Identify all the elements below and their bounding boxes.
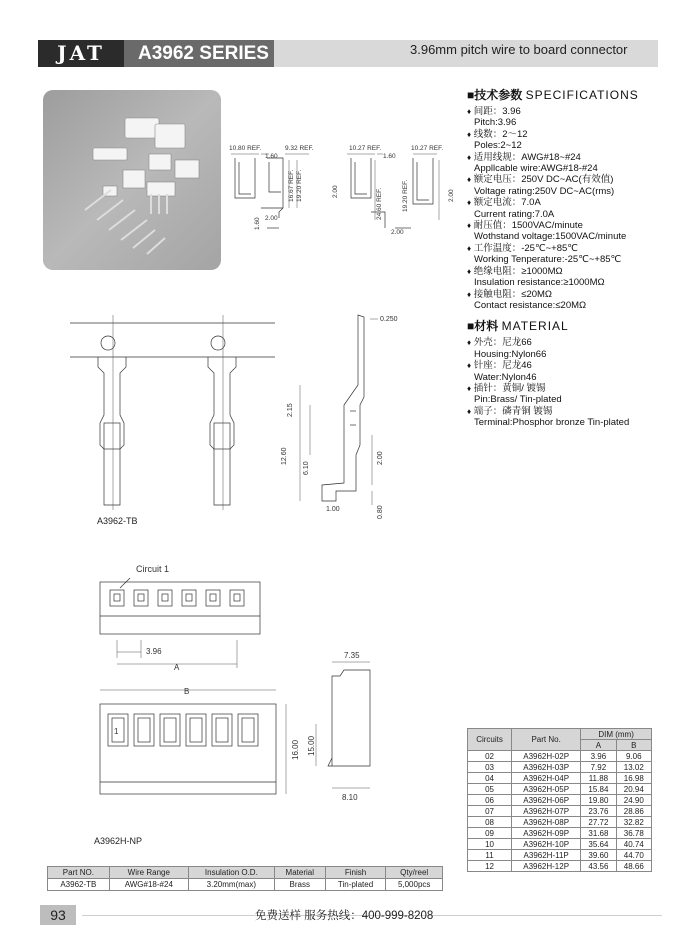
- cell-circuits: 03: [468, 762, 512, 773]
- spec-en: Wothstand voltage:1500VAC/minute: [474, 231, 627, 243]
- spec-cn: 耐压值：1500VAC/minute: [473, 220, 583, 232]
- spec-en: Pitch:3.96: [474, 117, 517, 129]
- material-cn: 外壳：尼龙66: [473, 337, 532, 349]
- dim-735: 7.35: [344, 651, 360, 660]
- spec-en: Voltage rating:250V DC~AC(rms): [474, 185, 615, 197]
- cell-dim-b: 40.74: [616, 839, 651, 850]
- dim-1667: 16.67 REF.: [288, 169, 295, 202]
- dim-080: 0.80: [377, 505, 384, 519]
- spec-en: Poles:2~12: [474, 140, 522, 152]
- dim-200-tb: 2.00: [377, 451, 384, 465]
- dim-a: A: [174, 663, 180, 672]
- cell-dim-b: 16.98: [616, 773, 651, 784]
- cell-part-no: A3962H-11P: [512, 850, 581, 861]
- material-en: Water:Nylon46: [474, 371, 537, 383]
- dim-ref4: 10.27 REF.: [411, 145, 444, 152]
- cell-dim-a: 3.96: [581, 751, 616, 762]
- spec-cn: 接触电阻：≤20MΩ: [473, 288, 553, 300]
- housing-drawing: [90, 560, 420, 820]
- cell-dim-b: 13.02: [616, 762, 651, 773]
- dim-810: 8.10: [342, 793, 358, 802]
- spec-title-cn: 技术参数: [474, 88, 523, 102]
- spec-cn: 工作温度：-25℃~+85℃: [473, 242, 578, 254]
- cell-circuits: 09: [468, 828, 512, 839]
- table-row: [468, 773, 652, 784]
- cell-part-no: A3962H-05P: [512, 784, 581, 795]
- product-photo: [43, 90, 221, 270]
- spec-en: Working Tenperature:-25℃~+85℃: [474, 254, 622, 266]
- spec-en: Current rating:7.0A: [474, 208, 555, 220]
- cell-dim-b: 28.86: [616, 806, 651, 817]
- table-row: [468, 839, 652, 850]
- cell-dim-a: 43.56: [581, 861, 616, 872]
- cell-dim-b: 32.82: [616, 817, 651, 828]
- circuit-one-mark: 1: [114, 727, 119, 736]
- dim-2460: 24.60 REF.: [376, 187, 383, 220]
- dim-200c: 2.00: [448, 189, 455, 202]
- dim-1600: 16.00: [291, 739, 300, 760]
- cell-circuits: 08: [468, 817, 512, 828]
- dim-610: 6.10: [303, 461, 310, 475]
- cell-part-no: A3962H-09P: [512, 828, 581, 839]
- dim-200d: 2.00: [391, 229, 404, 236]
- table-row: [468, 795, 652, 806]
- cell-circuits: 02: [468, 751, 512, 762]
- housing-drawing-label: A3962H-NP: [94, 836, 143, 846]
- part-cell: 3.20mm(max): [188, 879, 274, 891]
- part-col-header: Wire Range: [109, 867, 188, 879]
- cell-part-no: A3962H-06P: [512, 795, 581, 806]
- cell-part-no: A3962H-03P: [512, 762, 581, 773]
- cell-circuits: 07: [468, 806, 512, 817]
- dim-ref2: 9.32 REF.: [285, 145, 314, 152]
- cell-dim-a: 35.64: [581, 839, 616, 850]
- series-title: A3962 SERIES: [124, 40, 274, 67]
- cell-circuits: 06: [468, 795, 512, 806]
- cell-dim-a: 23.76: [581, 806, 616, 817]
- cell-dim-a: 27.72: [581, 817, 616, 828]
- material-en: Housing:Nylon66: [474, 348, 547, 360]
- part-table: [47, 866, 443, 891]
- dim-200b: 2.00: [265, 215, 278, 222]
- cell-part-no: A3962H-04P: [512, 773, 581, 784]
- dim-1500: 15.00: [307, 735, 316, 756]
- dim-160c: 1.60: [383, 153, 396, 160]
- dim-1920a: 19.20 REF.: [296, 169, 303, 202]
- housing-slots-top: [110, 590, 244, 606]
- brand-logo: JAT: [38, 40, 124, 67]
- cell-circuits: 04: [468, 773, 512, 784]
- cell-circuits: 05: [468, 784, 512, 795]
- cell-part-no: A3962H-10P: [512, 839, 581, 850]
- terminal-drawing-label: A3962-TB: [97, 516, 138, 526]
- table-row: [468, 806, 652, 817]
- cell-dim-b: 48.66: [616, 861, 651, 872]
- cell-dim-a: 7.92: [581, 762, 616, 773]
- spec-cn: 适用线规：AWG#18~#24: [473, 151, 581, 163]
- material-cn: 针座：尼龙46: [473, 360, 532, 372]
- cell-part-no: A3962H-08P: [512, 817, 581, 828]
- spec-en: Contact resistance:≤20MΩ: [474, 299, 587, 311]
- dim-0250: 0.250: [380, 316, 398, 323]
- circuit-1-label: Circuit 1: [136, 564, 170, 574]
- cell-dim-a: 11.88: [581, 773, 616, 784]
- material-list: ♦ 外壳：尼龙66 Housing:Nylon66 ♦ 针座：尼龙46 Water:Nylon46 ♦ 插针：黄铜/ 镀锡 Pin:Brass/ Tin-plated ♦ 端子：磷青铜 镀锡 Terminal:Phosphor bronze Tin-plated: [467, 337, 692, 428]
- cell-dim-a: 15.84: [581, 784, 616, 795]
- spec-cn: 间距：3.96: [473, 106, 521, 117]
- terminal-drawing: [60, 305, 410, 535]
- spec-title-en: SPECIFICATIONS: [525, 88, 639, 102]
- spec-cn: 绝缘电阻：≥1000MΩ: [473, 265, 563, 277]
- dim-ref3: 10.27 REF.: [349, 145, 382, 152]
- dimension-table: [467, 728, 652, 872]
- connector-parts-image: [43, 90, 221, 270]
- table-row: [468, 850, 652, 861]
- dim-160a: 1.60: [265, 153, 278, 160]
- material-en: Terminal:Phosphor bronze Tin-plated: [474, 417, 630, 429]
- part-cell: Brass: [274, 879, 325, 891]
- table-row: [468, 762, 652, 773]
- table-row: [468, 784, 652, 795]
- spec-cn: 线数：2～12: [473, 128, 528, 140]
- dim-160b: 1.60: [254, 217, 261, 230]
- col-dim: DIM (mm): [581, 729, 652, 740]
- cell-circuits: 12: [468, 861, 512, 872]
- page-number: 93: [40, 905, 76, 925]
- material-cn: 端子：磷青铜 镀锡: [473, 405, 553, 417]
- dim-200a: 2.00: [332, 185, 339, 198]
- cell-part-no: A3962H-12P: [512, 861, 581, 872]
- part-cell: Tin-plated: [325, 879, 386, 891]
- material-title-en: MATERIAL: [501, 319, 569, 334]
- cell-dim-b: 24.90: [616, 795, 651, 806]
- cell-dim-b: 44.70: [616, 850, 651, 861]
- part-cell: AWG#18-#24: [109, 879, 188, 891]
- col-b: B: [616, 740, 651, 751]
- cell-dim-b: 20.94: [616, 784, 651, 795]
- col-circuits: Circuits: [468, 729, 512, 751]
- part-table-header: [48, 867, 443, 879]
- spec-cn: 额定电压：250V DC~AC(有效值): [473, 174, 614, 186]
- cell-dim-b: 9.06: [616, 751, 651, 762]
- table-row: [468, 861, 652, 872]
- spec-list: ♦ 间距：3.96 Pitch:3.96 ♦ 线数：2～12 Poles:2~12 ♦ 适用线规：AWG#18~#24 Appllcable wire:AWG#18-#24 ♦ 额定电压：250V DC~AC(有效值) Voltage rating:250V DC~AC(rms) ♦ 额定电流：7.0A Current rating:7.0A ♦ 耐压值：1500VAC/minute Wothstand voltage:1500VAC/minute ♦ 工作温度：-25℃~+85℃ Working Tenperature:-25℃~+85℃ ♦ 绝缘电阻：≥1000MΩ Insulation resistance:≥1000MΩ ♦ 接触电阻：≤20MΩ Contact resistance:≤20MΩ: [467, 106, 692, 311]
- dim-b: B: [184, 687, 190, 696]
- table-row: [468, 751, 652, 762]
- table-row: [48, 879, 443, 891]
- dim-100: 1.00: [326, 506, 340, 513]
- table-row: [468, 817, 652, 828]
- part-col-header: Finish: [325, 867, 386, 879]
- material-cn: 插针：黄铜/ 镀锡: [473, 382, 546, 394]
- table-row: [468, 828, 652, 839]
- spec-en: Appllcable wire:AWG#18-#24: [474, 163, 598, 175]
- part-col-header: Material: [274, 867, 325, 879]
- part-cell: A3962-TB: [48, 879, 110, 891]
- page-subtitle: 3.96mm pitch wire to board connector: [410, 42, 628, 57]
- dim-pitch: 3.96: [146, 647, 162, 656]
- cell-dim-a: 19.80: [581, 795, 616, 806]
- cell-dim-b: 36.78: [616, 828, 651, 839]
- material-en: Pin:Brass/ Tin-plated: [474, 394, 562, 406]
- dim-1920b: 19.20 REF.: [402, 179, 409, 212]
- part-col-header: Part NO.: [48, 867, 110, 879]
- cell-part-no: A3962H-02P: [512, 751, 581, 762]
- cell-circuits: 11: [468, 850, 512, 861]
- col-part-no: Part No.: [512, 729, 581, 751]
- col-a: A: [581, 740, 616, 751]
- header-profile-drawings: [225, 140, 465, 240]
- footer-text: 免费送样 服务热线：400-999-8208: [255, 910, 434, 922]
- part-col-header: Insulation O.D.: [188, 867, 274, 879]
- spec-cn: 额定电流：7.0A: [473, 197, 541, 209]
- cell-dim-a: 31.68: [581, 828, 616, 839]
- spec-en: Insulation resistance:≥1000MΩ: [474, 277, 605, 289]
- dim-215: 2.15: [287, 403, 294, 417]
- cell-circuits: 10: [468, 839, 512, 850]
- specifications-section: ■技术参数 SPECIFICATIONS ♦ 间距：3.96 Pitch:3.96 ♦ 线数：2～12 Poles:2~12 ♦ 适用线规：AWG#18~#24 Appllcable wire:AWG#18-#24 ♦ 额定电压：250V DC~AC(有效值) Voltage rating:250V DC~AC(rms) ♦ 额定电流：7.0A Current rating:7.0A ♦ 耐压值：1500VAC/minute Wothstand voltage:1500VAC/minute ♦ 工作温度：-25℃~+85℃ Working Tenperature:-25℃~+85℃ ♦ 绝缘电阻：≥1000MΩ Insulation resistance:≥1000MΩ ♦ 接触电阻：≤20MΩ Contact resistance:≤20MΩ ■材料 MATERIAL ♦ 外壳：尼龙66 Housing:Nylon66 ♦ 针座：尼龙46 Water:Nylon46 ♦ 插针：黄铜/ 镀锡 Pin:Brass/ Tin-plated ♦ 端子：磷青铜 镀锡 Terminal:Phosphor bronze Tin-plated: [467, 86, 692, 429]
- dim-ref1: 10.80 REF.: [229, 145, 262, 152]
- cell-part-no: A3962H-07P: [512, 806, 581, 817]
- dim-1260: 12.60: [281, 447, 288, 465]
- part-cell: 5,000pcs: [386, 879, 443, 891]
- part-col-header: Qty/reel: [386, 867, 443, 879]
- cell-dim-a: 39.60: [581, 850, 616, 861]
- material-title-cn: 材料: [474, 319, 499, 334]
